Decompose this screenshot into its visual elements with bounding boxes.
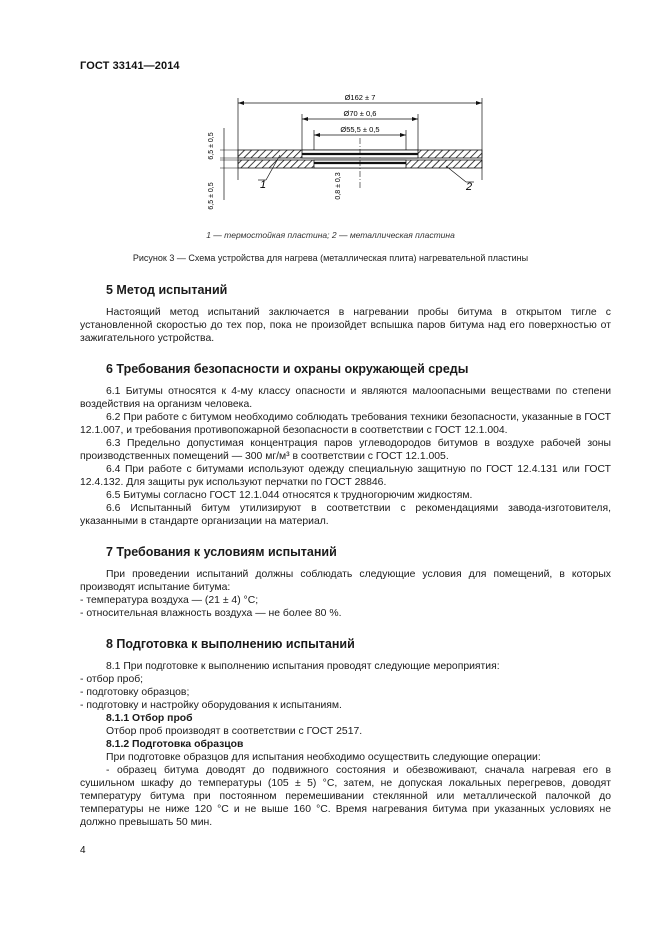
section-6 [80,361,611,528]
page-number: 4 [80,845,86,856]
paragraph: 8.1 При подготовке к выполнению испытания проводят следующие мероприятия: [106,661,500,672]
dim-gap: 0,8 ± 0,3 [335,172,342,200]
list-item: - подготовку и настройку оборудования к испытаниям. [80,700,342,711]
section-5 [80,282,611,345]
section-8-title: 8 Подготовка к выполнению испытаний [106,637,355,651]
document-body [80,282,611,845]
paragraph: 6.3 Предельно допустимая концентрация паров углеводородов битумов в воздухе рабочей зоны производственных помещений — 300 мг/м³ в соответствии с ГОСТ 12.1.005. [80,438,611,462]
list-item: - относительная влажность воздуха — не более 80 %. [80,608,342,619]
paragraph: 6.4 При работе с битумами используют одежду специальную защитную по ГОСТ 12.4.131 или ГОСТ 12.4.132. Для защиты рук используют перчатки по ГОСТ 28846. [80,464,611,488]
list-item: - подготовку образцов; [80,687,190,698]
section-6-title: 6 Требования безопасности и охраны окружающей среды [106,362,469,376]
section-7-title: 7 Требования к условиям испытаний [106,545,337,559]
section-8 [80,636,611,829]
paragraph: 6.6 Испытанный битум утилизируют в соответствии с рекомендациями завода-изготовителя, указанными в стандарте организации на материал. [80,503,611,527]
dim-bottom-thickness: 6,5 ± 0,5 [208,182,215,210]
dim-outer: Ø162 ± 7 [344,93,376,102]
paragraph: Отбор проб производят в соответствии с ГОСТ 2517. [106,726,363,737]
paragraph: 6.1 Битумы относятся к 4-му классу опасности и являются малоопасными веществами по степени воздействия на организм человека. [80,386,611,410]
label-1: 1 [260,179,267,191]
list-item: - температура воздуха — (21 ± 4) °С; [80,595,259,606]
dim-hole: Ø55,5 ± 0,5 [340,125,380,134]
paragraph: 6.2 При работе с битумом необходимо соблюдать требования техники безопасности, указанные в ГОСТ 12.1.007, и требования противопожарной безопасности в соответствии с ГОСТ 12.1.004. [80,412,611,436]
subsection-title: 8.1.2 Подготовка образцов [106,739,244,750]
paragraph: При подготовке образцов для испытания необходимо осуществить следующие операции: [106,752,541,763]
dim-top-thickness: 6,5 ± 0,5 [208,132,215,160]
figure-caption: Рисунок 3 — Схема устройства для нагрева (металлическая плита) нагревательной пластины [132,253,529,263]
paragraph: При проведении испытаний должны соблюдать следующие условия для помещений, в которых производят испытание битума: [80,569,611,593]
subsection-title: 8.1.1 Отбор проб [106,713,193,724]
document-header: ГОСТ 33141—2014 [80,60,180,72]
section-5-title: 5 Метод испытаний [106,283,228,297]
figure-legend: 1 — термостойкая пластина; 2 — металлическая пластина [206,230,455,240]
section-7 [80,544,611,620]
paragraph: 6.5 Битумы согласно ГОСТ 12.1.044 относятся к трудногорючим жидкостям. [106,490,473,501]
dim-inner: Ø70 ± 0,6 [343,109,377,118]
paragraph: - образец битума доводят до подвижного состояния и обезвоживают, сначала нагревая его в сушильном шкафу до температуры (105 ± 5) °С, затем, не допуская локальных перегревов, доводят температуру битума при постоянном перемешивании стеклянной или металлической палочкой до температуры не ниже 120 °С и не выше 160 °С. Время нагревания битума при указанных условиях не должно превышать 50 мин. [80,765,611,828]
heating-plate-diagram [200,88,500,220]
list-item: - отбор проб; [80,674,144,685]
label-2: 2 [466,181,473,193]
paragraph: Настоящий метод испытаний заключается в нагревании пробы битума в открытом тигле с установленной скоростью до тех пор, пока не произойдет вспышка паров битума над его поверхностью от зажигательного устройства. [80,307,611,344]
